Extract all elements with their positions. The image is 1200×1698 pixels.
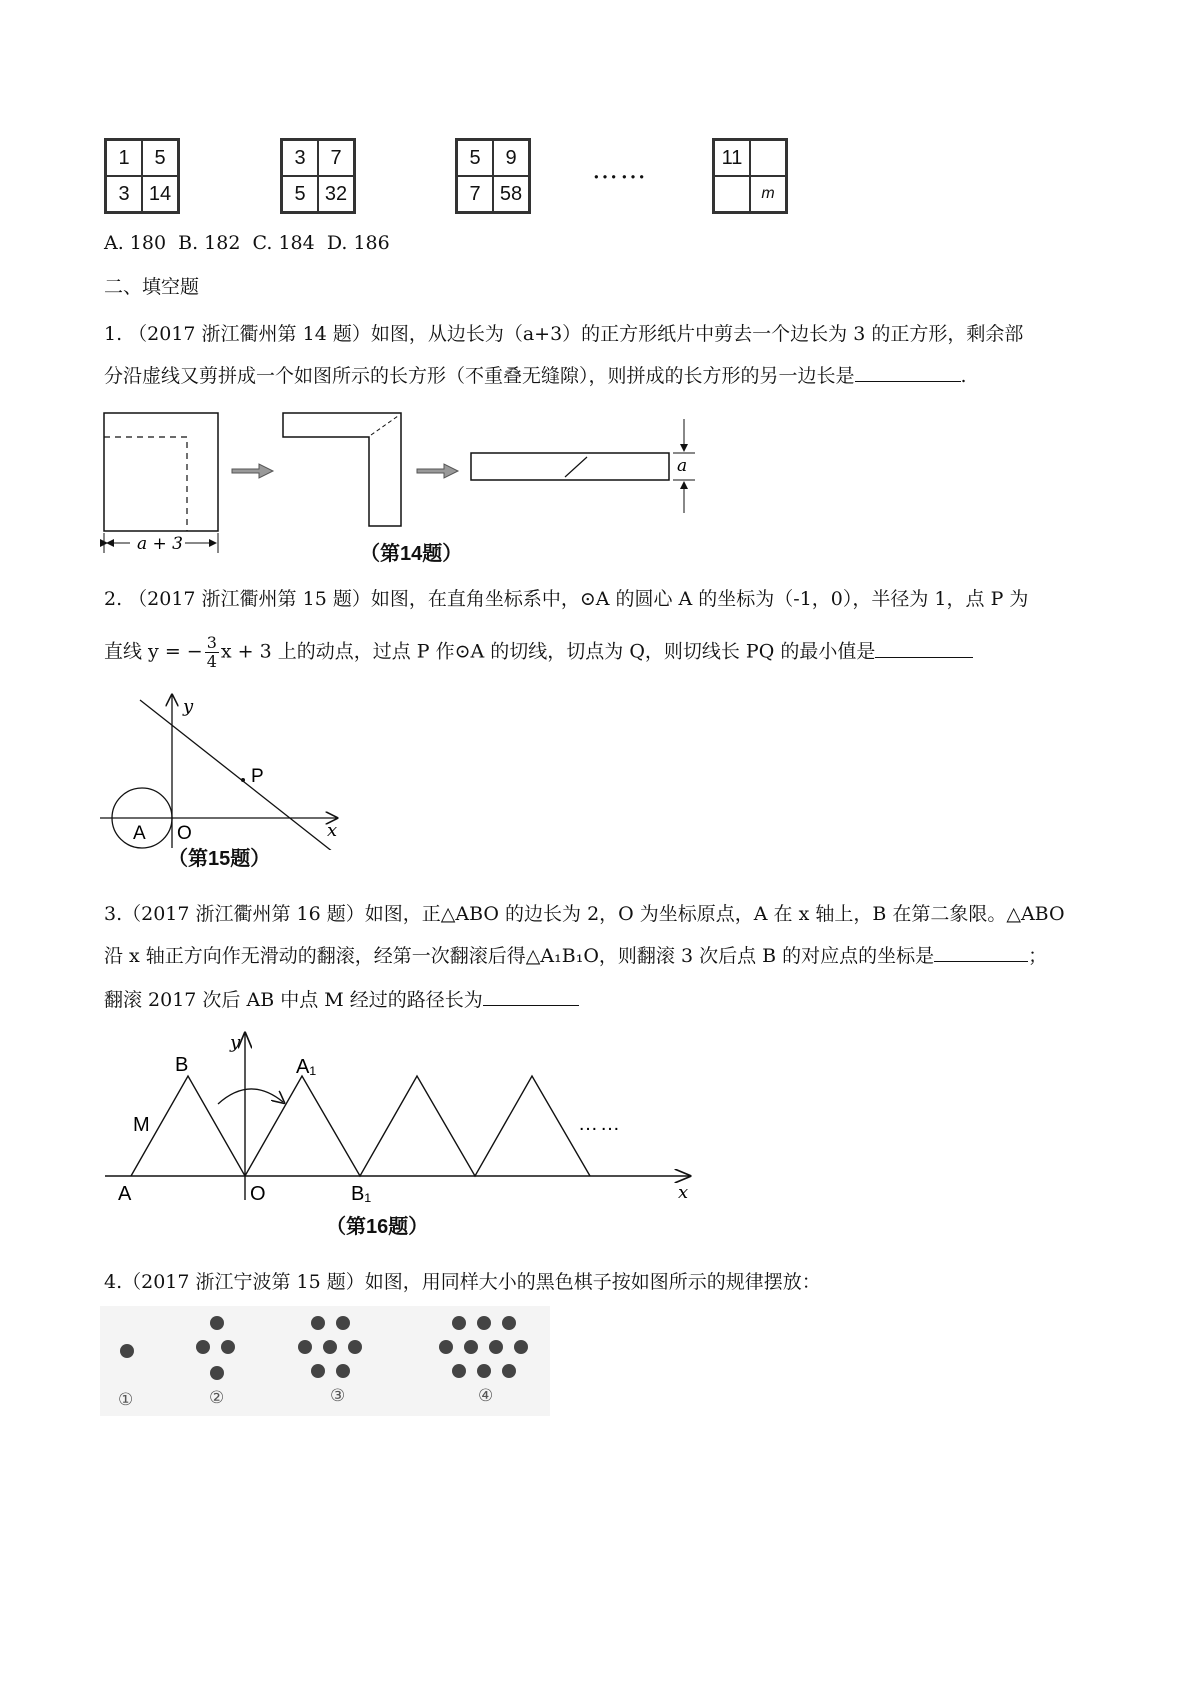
label-x: x [327, 820, 338, 841]
grid-3 [455, 138, 531, 214]
chess-piece [452, 1316, 466, 1330]
section-title: 二、填空题 [104, 276, 200, 298]
answer-choices: A. 180 B. 182 C. 184 D. 186 [104, 232, 390, 254]
label-x: x [678, 1182, 689, 1203]
pattern-label: ④ [478, 1386, 494, 1406]
chess-piece [502, 1316, 516, 1330]
roll-arrow [218, 1089, 283, 1104]
grid-cell: 7 [457, 176, 493, 212]
figure-caption: （第15题） [168, 848, 271, 870]
long-rectangle [471, 453, 669, 480]
label-o: O [177, 823, 192, 844]
chess-piece [311, 1316, 325, 1330]
line-y [140, 700, 333, 850]
label-p: P [251, 766, 264, 787]
chess-piece [464, 1340, 478, 1354]
grid-cell: 14 [142, 176, 178, 212]
triangles-path [131, 1076, 590, 1176]
label-y: y [183, 696, 194, 717]
chess-piece [439, 1340, 453, 1354]
chess-piece [452, 1364, 466, 1378]
dashed-cut [104, 437, 187, 531]
figure-caption: （第16题） [326, 1216, 429, 1238]
q3-line2-end: ； [1028, 945, 1048, 967]
ellipsis: …… [578, 1113, 622, 1135]
grid-2 [280, 138, 356, 214]
chess-piece [210, 1366, 224, 1380]
q3-line2-text: 沿 x 轴正方向作无滑动的翻滚，经第一次翻滚后得△A₁B₁O，则翻滚 3 次后点 B 的对应点的坐标是 [104, 945, 935, 967]
l-shape [283, 413, 401, 526]
label-a: A [133, 823, 146, 844]
chess-piece [196, 1340, 210, 1354]
grid-cell: 5 [457, 140, 493, 176]
label-y: y [230, 1032, 241, 1053]
grid-4 [712, 138, 788, 214]
grid-cell: 32 [318, 176, 354, 212]
answer-blank [875, 639, 973, 658]
label-a: a [677, 456, 688, 476]
chess-piece [489, 1340, 503, 1354]
chess-piece [221, 1340, 235, 1354]
chess-piece [120, 1344, 134, 1358]
q4-line1: 4.（2017 浙江宁波第 15 题）如图，用同样大小的黑色棋子按如图所示的规律摆放： [104, 1271, 821, 1293]
q3-line3-text: 翻滚 2017 次后 AB 中点 M 经过的路径长为 [104, 989, 483, 1011]
label-a: A [118, 1183, 132, 1205]
fraction-numerator: 3 [206, 633, 217, 652]
pattern-label: ① [118, 1390, 134, 1410]
q1-line2 [104, 362, 967, 390]
arrow-icon [417, 464, 458, 478]
chess-piece [336, 1364, 350, 1378]
grid-cell: 11 [714, 140, 750, 176]
label-b: B [175, 1054, 189, 1076]
q2-line2 [104, 634, 973, 671]
chess-piece [336, 1316, 350, 1330]
grid-cell: 3 [106, 176, 142, 212]
chess-piece [323, 1340, 337, 1354]
pattern-label: ② [209, 1388, 225, 1408]
grid-1 [104, 138, 180, 214]
fraction-denominator: 4 [206, 652, 217, 671]
grid-cell: 7 [318, 140, 354, 176]
chess-piece [477, 1364, 491, 1378]
chess-piece [298, 1340, 312, 1354]
answer-blank [934, 943, 1028, 962]
chess-piece [311, 1364, 325, 1378]
label-a-plus-3: a + 3 [137, 534, 184, 554]
grid-cell: 58 [493, 176, 529, 212]
answer-blank [483, 987, 579, 1006]
q1-line2-text: 分沿虚线又剪拼成一个如图所示的长方形（不重叠无缝隙），则拼成的长方形的另一边长是 [104, 365, 855, 387]
q3-line1: 3.（2017 浙江衢州第 16 题）如图，正△ABO 的边长为 2，O 为坐标原点，A 在 x 轴上，B 在第二象限。△ABO [104, 903, 1065, 925]
pattern-label: ③ [330, 1386, 346, 1406]
q16-figure [100, 1030, 700, 1210]
label-o: O [250, 1183, 266, 1205]
figure-caption: （第14题） [360, 543, 463, 565]
q2-line1: 2. （2017 浙江衢州第 15 题）如图，在直角坐标系中，⊙A 的圆心 A 的坐标为（-1，0），半径为 1，点 P 为 [104, 588, 1029, 610]
chess-piece [502, 1364, 516, 1378]
chess-piece [210, 1316, 224, 1330]
fraction [205, 634, 219, 671]
arrow-icon [232, 464, 273, 478]
grid-cell: 1 [106, 140, 142, 176]
q2-prefix: 直线 y = − [104, 640, 203, 663]
grid-cell [750, 140, 786, 176]
grid-ellipsis: …… [592, 155, 648, 185]
label-a1: A₁ [296, 1056, 317, 1078]
grid-cell: m [750, 176, 786, 212]
label-m: M [133, 1114, 150, 1136]
chess-piece [514, 1340, 528, 1354]
q3-line3 [104, 986, 579, 1014]
chess-piece [477, 1316, 491, 1330]
q1-end: . [960, 365, 967, 387]
grid-cell: 3 [282, 140, 318, 176]
answer-blank [855, 363, 961, 382]
q15-figure [95, 690, 355, 850]
q3-line2 [104, 942, 1047, 970]
q4-figure [100, 1306, 550, 1416]
q2-suffix: x + 3 上的动点，过点 P 作⊙A 的切线，切点为 Q，则切线长 PQ 的最小值是 [220, 640, 876, 663]
grid-cell: 5 [142, 140, 178, 176]
grid-cell: 5 [282, 176, 318, 212]
grid-cell [714, 176, 750, 212]
q1-line1: 1. （2017 浙江衢州第 14 题）如图，从边长为（a+3）的正方形纸片中剪去一个边长为 3 的正方形，剩余部 [104, 323, 1024, 345]
label-b1: B₁ [351, 1183, 372, 1205]
point-p [241, 778, 245, 782]
square-shape [104, 413, 218, 531]
chess-piece [348, 1340, 362, 1354]
grid-cell: 9 [493, 140, 529, 176]
